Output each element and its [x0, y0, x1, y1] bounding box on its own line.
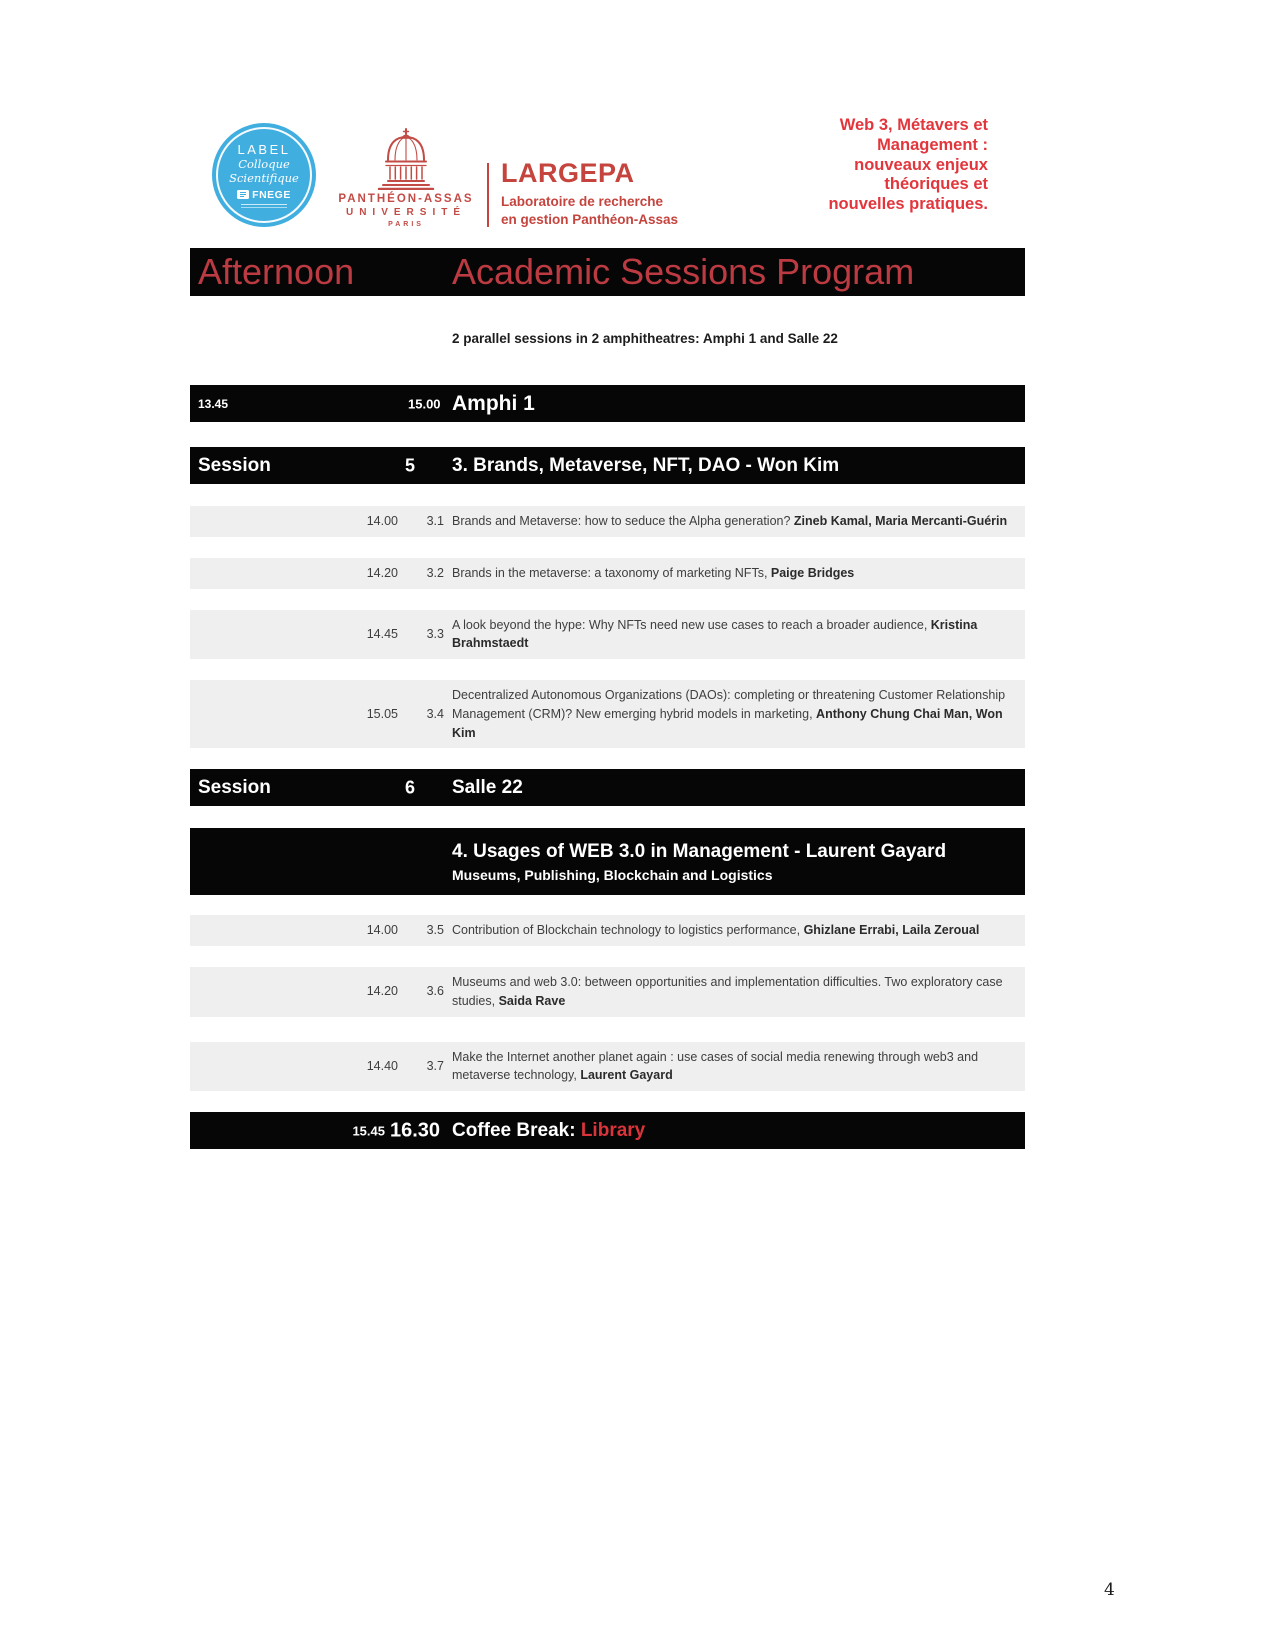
- lab-name: LARGEPA: [501, 158, 635, 188]
- item-time: 14.40: [366, 1058, 398, 1073]
- item-authors: Saida Rave: [498, 993, 566, 1008]
- program-banner: [190, 248, 1025, 296]
- session-item: [190, 506, 1025, 537]
- item-time: 14.00: [366, 514, 398, 528]
- item-time: 14.20: [366, 565, 398, 580]
- pantheon-dome-icon: [377, 128, 435, 190]
- item-authors: Kristina Brahmstaedt: [452, 617, 978, 651]
- session-item: [190, 915, 1025, 946]
- item-time: 14.45: [366, 626, 398, 641]
- item-number: 3.2: [426, 565, 444, 580]
- item-authors: Zineb Kamal, Maria Mercanti-Guérin: [793, 514, 1008, 528]
- session-item: [190, 967, 1025, 1017]
- banner-period: Afternoon: [198, 251, 355, 292]
- conference-title-line: nouveaux enjeux: [854, 155, 988, 174]
- item-title: Contribution of Blockchain technology to logistics performance, Ghizlane Errabi, Laila Zeroual: [452, 923, 980, 938]
- page-number: 4: [1104, 1580, 1115, 1600]
- pantheon-assas-logo: [328, 128, 484, 228]
- item-title: Brands and Metaverse: how to seduce the Alpha generation? Zineb Kamal, Maria Mercanti-Guérin: [452, 514, 1008, 528]
- item-number: 3.7: [426, 1058, 444, 1073]
- room-name: Amphi 1: [452, 391, 535, 415]
- session-item: [190, 558, 1025, 589]
- item-title: Make the Internet another planet again : use cases of social media renewing through web3 and metaverse technology, Laurent Gayard: [452, 1049, 979, 1083]
- conference-title-line: nouvelles pratiques.: [828, 195, 988, 214]
- session-label: Session: [198, 776, 271, 798]
- item-authors: Anthony Chung Chai Man, Won Kim: [452, 706, 1003, 740]
- session-5-header: [190, 447, 1025, 484]
- largepa-logo: [501, 158, 678, 228]
- item-title: A look beyond the hype: Why NFTs need new use cases to reach a broader audience, Kristina Brahmstaedt: [452, 617, 978, 651]
- coffee-break-bar: [190, 1112, 1025, 1149]
- theme-subtitle: Museums, Publishing, Blockchain and Logistics: [452, 866, 773, 883]
- item-title: Museums and web 3.0: between opportunities and implementation difficulties. Two exploratory case studies, Saida Rave: [452, 975, 1003, 1008]
- time-room-bar: [190, 385, 1025, 422]
- slot-start-time: 13.45: [198, 396, 229, 411]
- item-title: Brands in the metaverse: a taxonomy of marketing NFTs, Paige Bridges: [452, 565, 855, 580]
- item-number: 3.5: [426, 923, 444, 938]
- fnege-logo: [237, 189, 291, 201]
- header-divider: [487, 163, 489, 227]
- session-number: 5: [405, 455, 416, 475]
- conference-title-line: Management :: [877, 135, 988, 154]
- item-authors: Paige Bridges: [770, 565, 855, 580]
- session-item: [190, 1042, 1025, 1092]
- slot-end-time: 15.00: [408, 396, 441, 411]
- badge-script-line2: Scientifique: [229, 171, 299, 185]
- lab-description-line2: en gestion Panthéon-Assas: [501, 211, 679, 227]
- badge-divider: [241, 204, 287, 208]
- coffee-start-time: 15.45: [352, 1123, 385, 1138]
- intro-text: 2 parallel sessions in 2 amphitheatres: Amphi 1 and Salle 22: [452, 331, 838, 346]
- session-6-header: [190, 769, 1025, 806]
- lab-description-line1: Laboratoire de recherche: [501, 194, 664, 209]
- item-number: 3.6: [426, 984, 444, 999]
- coffee-break-label: Coffee Break: Library: [452, 1119, 646, 1141]
- item-authors: Laurent Gayard: [580, 1068, 673, 1083]
- fnege-icon: [237, 190, 249, 199]
- coffee-break-location: Library: [580, 1119, 646, 1141]
- badge-label: LABEL: [237, 142, 291, 158]
- room-name: Salle 22: [452, 776, 523, 798]
- conference-title-line: théoriques et: [884, 175, 988, 194]
- item-number: 3.4: [426, 706, 444, 721]
- session-label: Session: [198, 454, 271, 476]
- conference-title: [828, 116, 988, 215]
- badge-script-line1: Colloque: [238, 157, 290, 172]
- conference-title-line: Web 3, Métavers et: [839, 116, 988, 134]
- university-name: PANTHÉON-ASSAS: [338, 193, 474, 205]
- fnege-label-badge: [212, 123, 316, 227]
- item-time: 14.20: [366, 984, 398, 999]
- session-title: 3. Brands, Metaverse, NFT, DAO - Won Kim: [452, 454, 840, 476]
- program-content: [190, 248, 1025, 1149]
- item-time: 14.00: [366, 923, 398, 938]
- item-authors: Ghizlane Errabi, Laila Zeroual: [803, 923, 980, 938]
- banner-title: Academic Sessions Program: [452, 251, 915, 292]
- theme-title: 4. Usages of WEB 3.0 in Management - Laurent Gayard: [452, 840, 947, 862]
- session-6-theme-header: [190, 828, 1025, 895]
- session-number: 6: [405, 777, 416, 798]
- item-time: 15.05: [366, 706, 398, 721]
- coffee-end-time: 16.30: [390, 1119, 441, 1141]
- item-number: 3.3: [426, 626, 444, 641]
- lab-description: [501, 193, 678, 228]
- item-number: 3.1: [426, 514, 444, 528]
- university-word: UNIVERSITÉ: [345, 207, 466, 218]
- university-city: PARIS: [388, 221, 424, 228]
- session-item: [190, 610, 1025, 660]
- session-item: [190, 680, 1025, 748]
- fnege-text: FNEGE: [252, 188, 291, 201]
- item-title: Decentralized Autonomous Organizations (DAOs): completing or threatening Customer Relationship Management (CRM)? New emerging hybrid models in marketing, Anthony Chung Chai Man, Won Kim: [452, 688, 1006, 740]
